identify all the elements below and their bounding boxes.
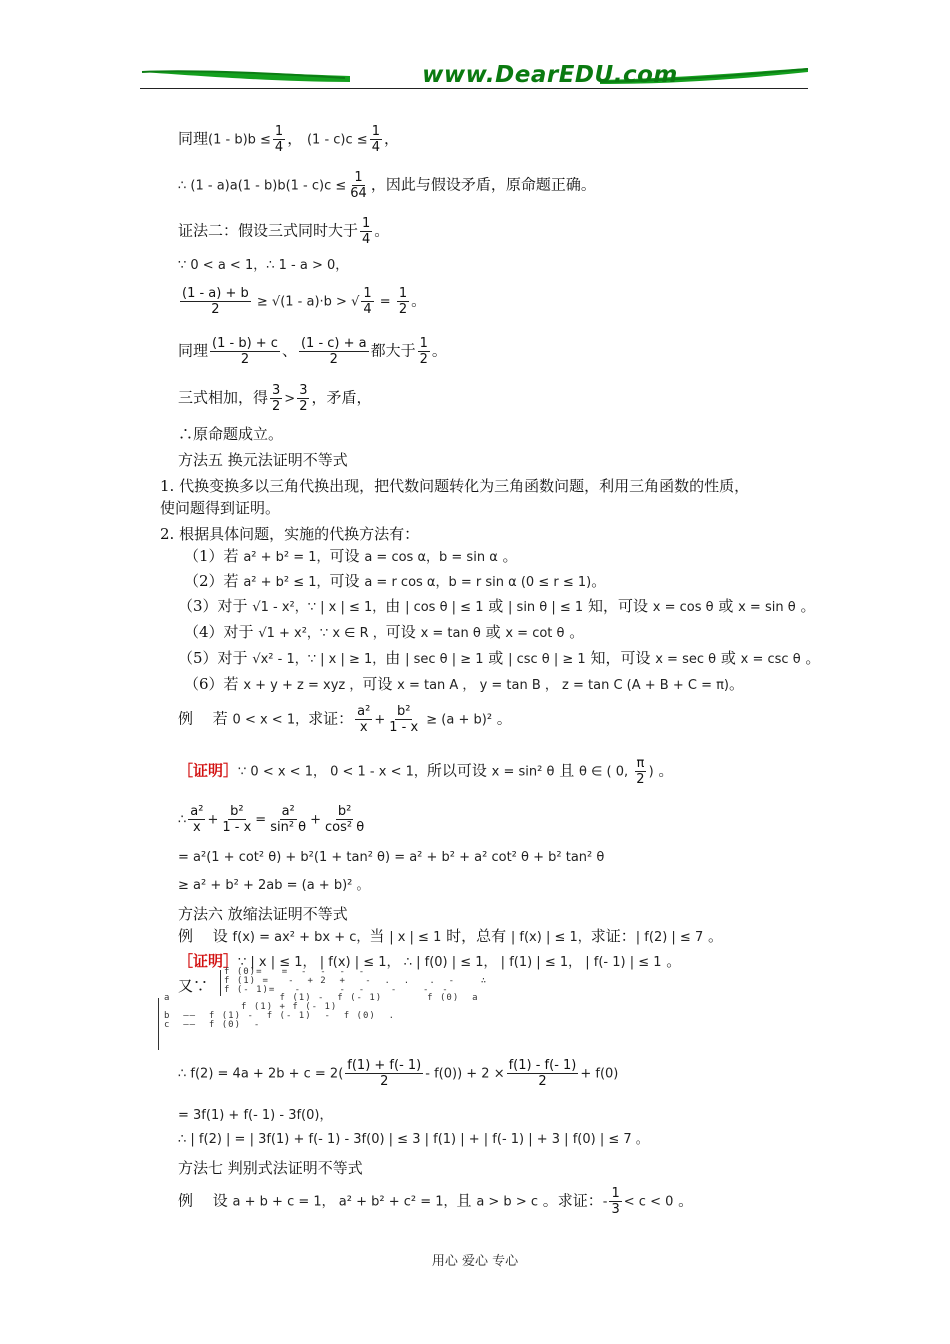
line-16: （4）对于 √1 + x²，∵ x ∈ R ，可设 x = tan θ 或 x = cot θ 。 bbox=[184, 623, 585, 641]
line-11: 使问题得到证明。 bbox=[160, 499, 281, 517]
line-18: （6）若 x + y + z = xyz ，可设 x = tan A ， y = tan B ， z = tan C (A + B + C = π)。 bbox=[184, 675, 745, 693]
line-3: 证法二：假设三式同时大于 $\frac{1}{4}$ 。 bbox=[178, 216, 390, 247]
line-17: （5）对于 √x² - 1，∵ | x | ≥ 1，由 | sec θ | ≥ 1 或 | csc θ | ≥ 1 知，可设 x = sec θ 或 x = csc θ 。 bbox=[178, 649, 821, 667]
section-heading-5: 方法五 换元法证明不等式 bbox=[178, 451, 348, 469]
line-1: 同理(1 - b)b ≤ $\frac{1}{4}$ ， (1 - c)c ≤ $\frac{1}{4}$ ， bbox=[178, 124, 399, 155]
line-12: 2. 根据具体问题，实施的代换方法有： bbox=[160, 525, 420, 543]
line-8: ∴原命题成立。 bbox=[178, 425, 284, 443]
line-5: $\frac{(1 - a) + b}{2}$ ≥ √(1 - a)·b > √ $\frac{1}{4}$ = $\frac{1}{2}$ 。 bbox=[182, 286, 427, 317]
line-32: 例 设 a + b + c = 1， a² + b² + c² = 1，且 a > b > c 。求证：- $\frac{1}{3}$ < c < 0 。 bbox=[178, 1186, 694, 1217]
line-6: 同理 $\frac{(1 - b) + c}{2}$ 、 $\frac{(1 - c) + a}{2}$ 都大于 $\frac{1}{2}$ 。 bbox=[178, 336, 447, 367]
line-15: （3）对于 √1 - x²，∵ | x | ≤ 1，由 | cos θ | ≤ 1 或 | sin θ | ≤ 1 知，可设 x = cos θ 或 x = sin θ 。 bbox=[178, 597, 816, 615]
page-header bbox=[140, 60, 810, 96]
line-14: （2）若 a² + b² ≤ 1，可设 a = r cos α，b = r sin α (0 ≤ r ≤ 1)。 bbox=[184, 572, 607, 590]
proof-label-2: ［证明］ bbox=[178, 952, 239, 970]
section-heading-7: 方法七 判别式法证明不等式 bbox=[178, 1159, 363, 1177]
garbled-equation-2: a f (1) - f (- 1) f (0) a f (1) + f (- 1) b —— f (1) - f (- 1) - f (0) . c —— f (0) - bbox=[164, 993, 479, 1030]
line-27: 又∵ bbox=[178, 977, 209, 995]
header-site-name: www.DearEDU.com bbox=[422, 62, 678, 88]
line-13: （1）若 a² + b² = 1，可设 a = cos α，b = sin α 。 bbox=[184, 547, 518, 565]
line-29: = 3f(1) + f(- 1) - 3f(0)， bbox=[178, 1108, 333, 1123]
line-4: ∵ 0 < a < 1，∴ 1 - a > 0， bbox=[178, 258, 349, 273]
line-19: 例 若 0 < x < 1，求证： $\frac{\text{a²}}{x}$ + $\frac{\text{b²}}{1 - x}$ ≥ (a + b)² 。 bbox=[178, 704, 512, 735]
section-heading-6: 方法六 放缩法证明不等式 bbox=[178, 905, 348, 923]
line-20: ［证明］∵ 0 < x < 1， 0 < 1 - x < 1，所以可设 x = sin² θ 且 θ ∈ ( 0, $\frac{\pi}{2}$ ) 。 bbox=[178, 756, 674, 787]
header-rule bbox=[140, 88, 808, 89]
line-30: ∴ | f(2) | = | 3f(1) + f(- 1) - 3f(0) | ≤ 3 | f(1) | + | f(- 1) | + 3 | f(0) | ≤ 7 。 bbox=[178, 1132, 649, 1147]
page-footer: 用心 爱心 专心 bbox=[431, 1254, 519, 1269]
brace-graphic-2 bbox=[158, 998, 159, 1050]
line-2: ∴ (1 - a)a(1 - b)b(1 - c)c ≤ $\frac{1}{64}$ ，因此与假设矛盾，原命题正确。 bbox=[178, 170, 596, 201]
line-7: 三式相加，得 $\frac{3}{2}$ > $\frac{3}{2}$ ，矛盾， bbox=[178, 383, 372, 414]
line-22: = a²(1 + cot² θ) + b²(1 + tan² θ) = a² + b² + a² cot² θ + b² tan² θ bbox=[178, 850, 605, 865]
line-26: ［证明］∵ | x | ≤ 1， | f(x) | ≤ 1， ∴ | f(0) | ≤ 1， | f(1) | ≤ 1， | f(- 1) | ≤ 1 。 bbox=[178, 952, 682, 970]
proof-label: ［证明］ bbox=[178, 761, 239, 780]
line-10: 1. 代换变换多以三角代换出现，把代数问题转化为三角函数问题，利用三角函数的性质， bbox=[160, 477, 750, 495]
garbled-equation-1: f (0)= = - - - - f (1) = - + 2 + - . . . - ∴ f (- 1)= - - - - - - bbox=[224, 967, 488, 995]
line-21: ∴ $\frac{\text{a²}}{x}$ + $\frac{\text{b²}}{1 - x}$ = $\frac{\text{a²}}{\text{sin² θ}}$ + $\frac{\text{b²}}{\text{cos² θ}}$ bbox=[178, 804, 365, 835]
line-28: ∴ f(2) = 4a + 2b + c = 2( $\frac{f(1) + f(- 1)}{2}$ - f(0)) + 2 × $\frac{f(1) - f(- 1)}{2}$ + f(0) bbox=[178, 1058, 619, 1089]
line-25: 例 设 f(x) = ax² + bx + c，当 | x | ≤ 1 时，总有 | f(x) | ≤ 1，求证：| f(2) | ≤ 7 。 bbox=[178, 927, 724, 945]
line-23: ≥ a² + b² + 2ab = (a + b)² 。 bbox=[178, 878, 370, 893]
